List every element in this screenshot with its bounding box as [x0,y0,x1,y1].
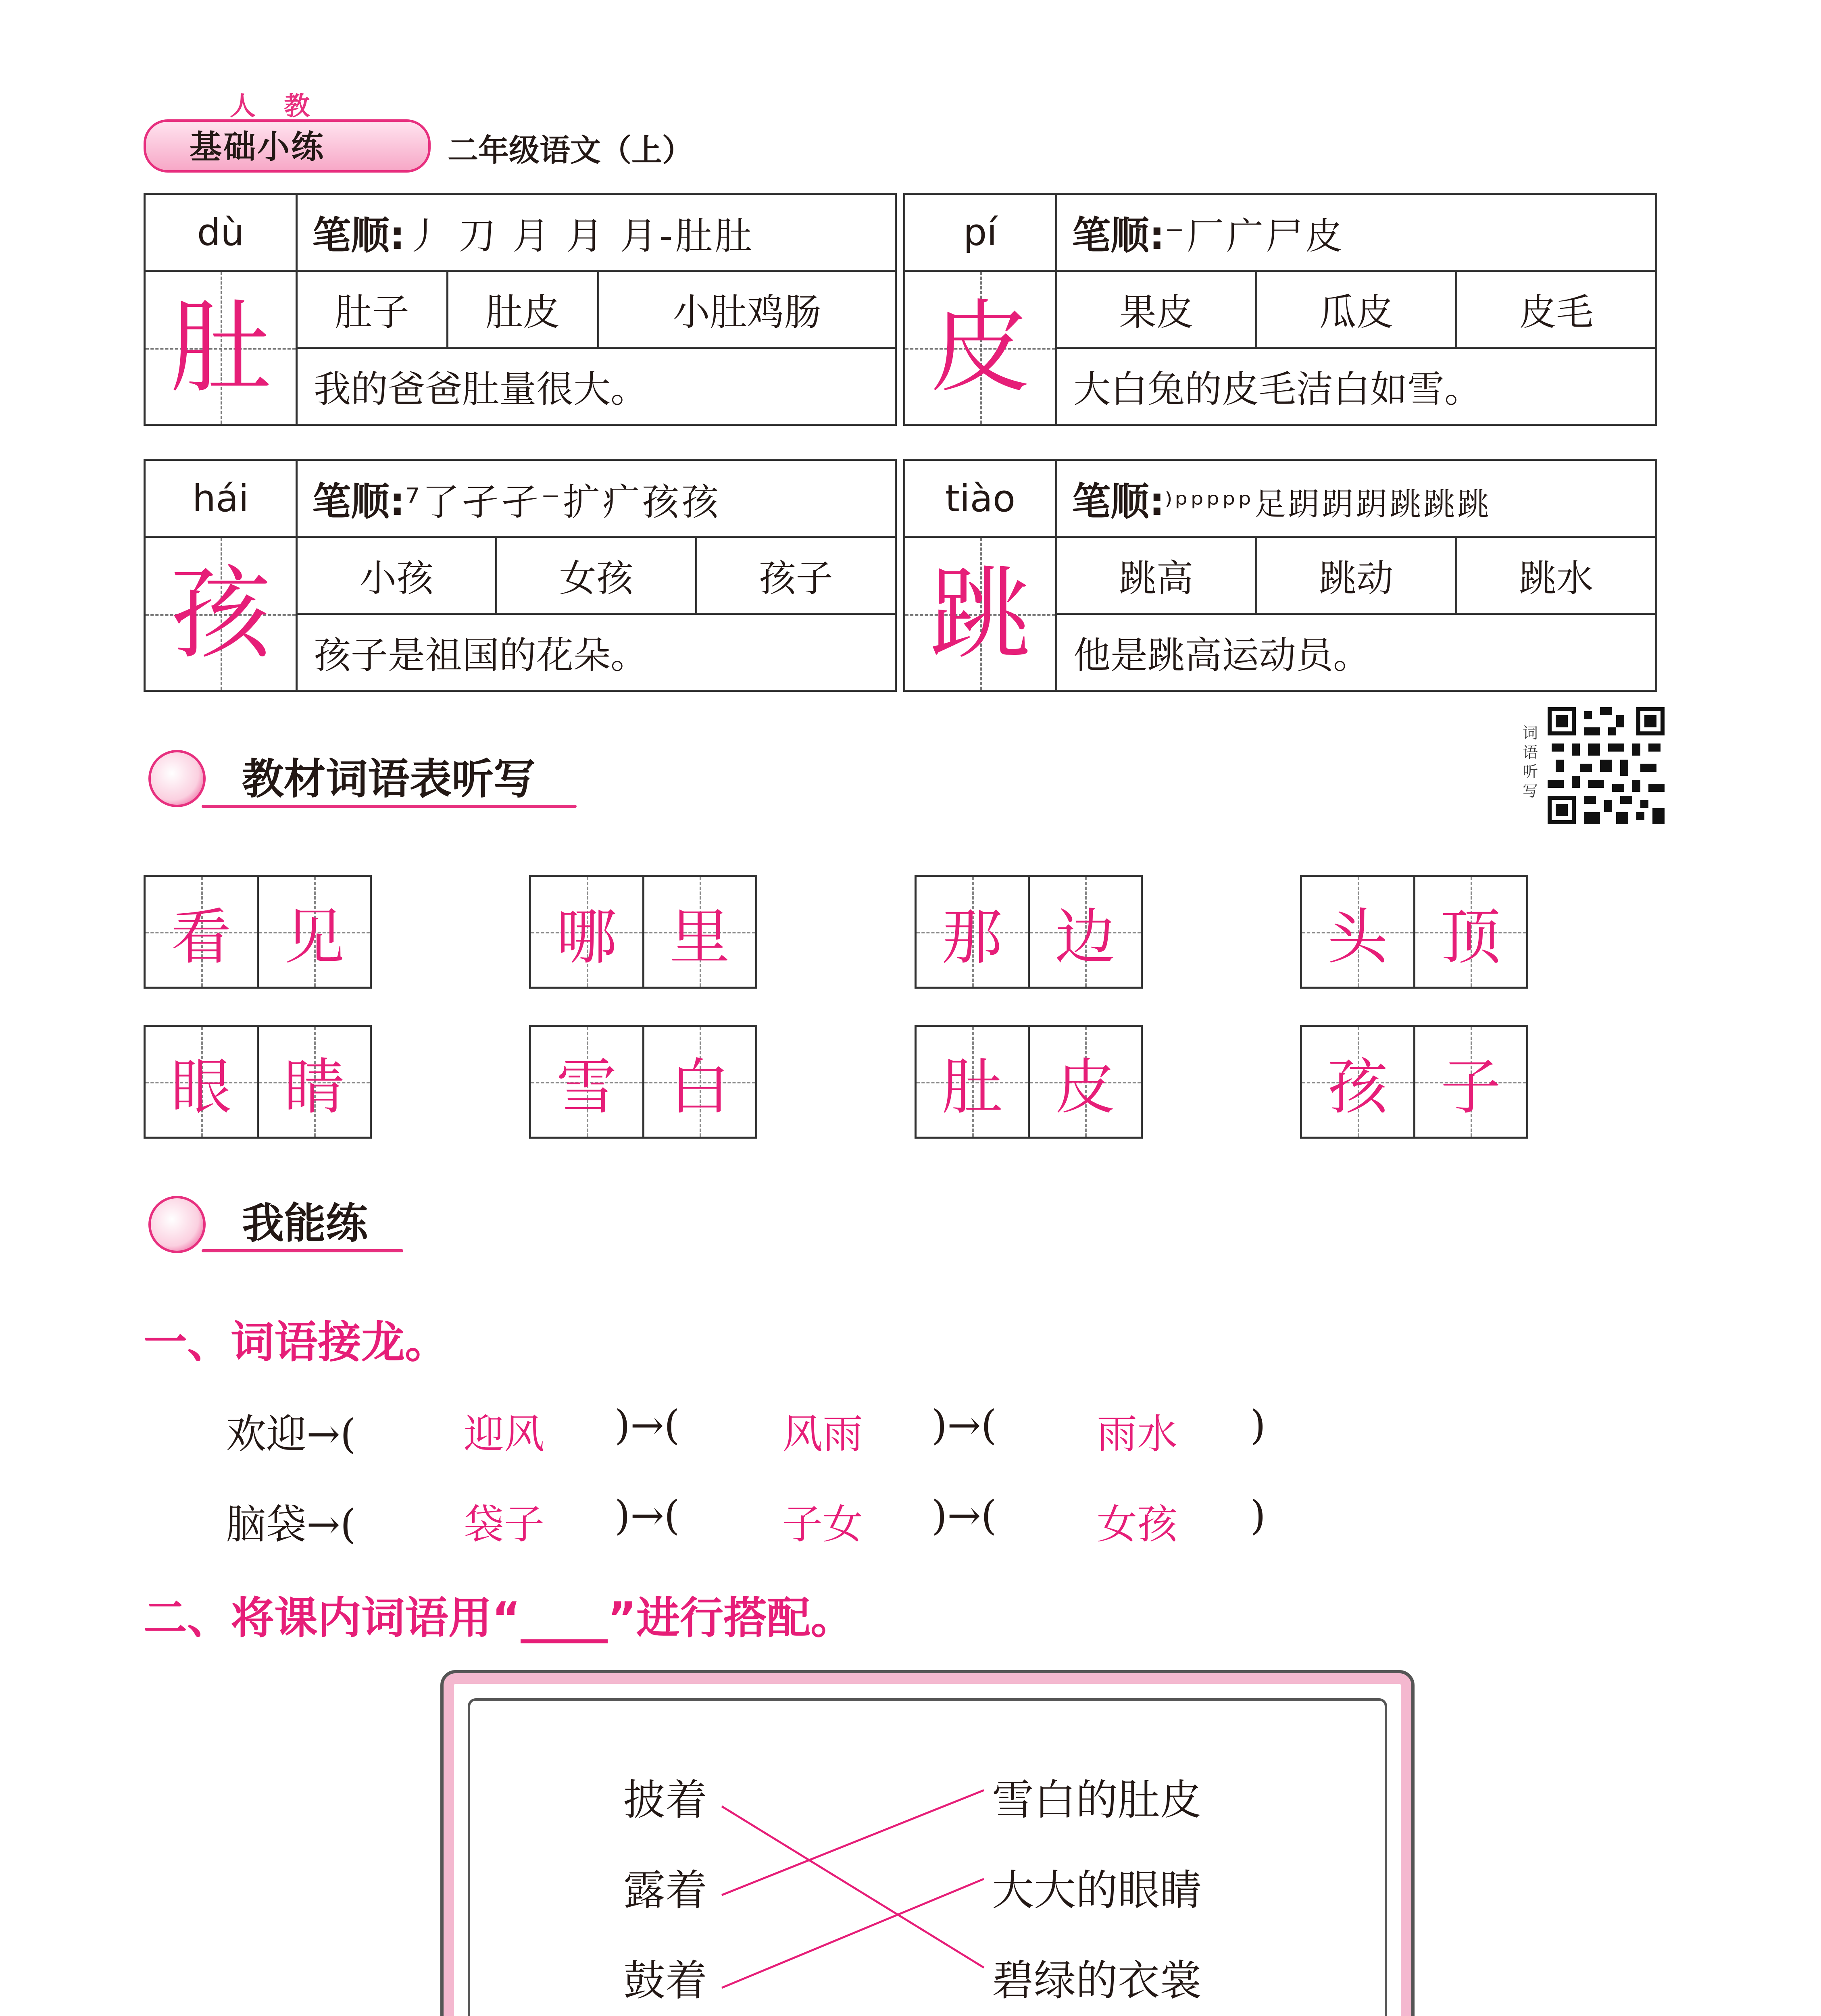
example-word: 小肚鸡肠 [598,271,896,348]
example-sentence: 我的爸爸肚量很大。 [297,348,896,425]
example-word: 皮毛 [1456,271,1656,348]
chain-separator: )→( [615,1492,680,1539]
dictation-char: 雪 [556,1052,617,1123]
dictation-char: 睛 [284,1052,345,1123]
stroke-label: 笔顺: [312,212,405,258]
section-title-dictation: 教材词语表听写 [242,754,536,804]
match-right-item[interactable]: 大大的眼睛 [992,1866,1202,1915]
section-title-practice: 我能练 [242,1199,368,1248]
stroke-sequence: ⁻厂广尸皮 [1165,214,1345,258]
header-brand: 基础小练 [190,128,325,166]
stroke-label: 笔顺: [312,479,405,524]
dictation-char: 顶 [1440,902,1501,973]
stroke-label: 笔顺: [1072,212,1165,258]
big-character: 孩 [170,555,271,673]
stroke-label: 笔顺: [1072,479,1165,524]
qr-label: 词语听写 [1523,724,1538,800]
example-word: 果皮 [1056,271,1256,348]
match-line [722,1879,984,1988]
dictation-char: 眼 [171,1052,231,1123]
chain-answer[interactable]: 风雨 [782,1410,863,1458]
chain-start: 欢迎→( [226,1410,356,1458]
match-line [722,1806,984,1968]
big-character: 皮 [930,289,1031,406]
dictation-char: 皮 [1055,1052,1116,1123]
pinyin: dù [145,194,297,271]
stroke-sequence: ⁾ᵖᵖᵖᵖᵖ足跀跀跀跳跳跳 [1165,486,1492,523]
chain-answer[interactable]: 袋子 [464,1501,544,1548]
dictation-char: 肚 [942,1052,1002,1123]
chain-end: ) [1250,1402,1266,1449]
dictation-char: 孩 [1327,1052,1388,1123]
big-character: 肚 [170,289,271,406]
dictation-char: 见 [284,902,345,973]
chain-answer[interactable]: 迎风 [464,1410,544,1458]
dictation-char: 头 [1327,902,1388,973]
match-right-item[interactable]: 雪白的肚皮 [992,1775,1202,1824]
example-word: 跳高 [1056,537,1256,614]
match-line [722,1790,984,1895]
chain-answer[interactable]: 子女 [782,1501,863,1548]
dictation-char: 白 [669,1052,730,1123]
pinyin: tiào [904,460,1056,537]
big-character: 跳 [930,555,1031,673]
example-sentence: 孩子是祖国的花朵。 [297,614,896,691]
example-word: 跳水 [1456,537,1656,614]
match-left-item[interactable]: 鼓着 [623,1956,708,2005]
dictation-char: 边 [1055,902,1116,973]
dictation-char: 子 [1440,1052,1501,1123]
dictation-char: 里 [669,902,730,973]
example-word: 肚子 [297,271,448,348]
dictation-char: 看 [171,902,231,973]
chain-answer[interactable]: 雨水 [1097,1410,1177,1458]
example-word: 孩子 [696,537,896,614]
dictation-char: 那 [942,902,1002,973]
header-grade: 二年级语文（上） [448,132,693,168]
chain-separator: )→( [615,1402,680,1449]
match-left-item[interactable]: 露着 [623,1866,708,1915]
match-right-item[interactable]: 碧绿的衣裳 [992,1956,1202,2005]
match-left-item[interactable]: 披着 [623,1775,708,1824]
example-word: 小孩 [297,537,496,614]
example-word: 瓜皮 [1256,271,1456,348]
chain-answer[interactable]: 女孩 [1097,1501,1177,1548]
dictation-char: 哪 [556,902,617,973]
chain-start: 脑袋→( [226,1501,356,1548]
question-1-title: 一、词语接龙。 [144,1317,449,1368]
example-word: 肚皮 [447,271,598,348]
stroke-sequence: 丿 刀 月 月 月-肚肚 [405,214,754,258]
chain-separator: )→( [931,1402,997,1449]
example-word: 跳动 [1256,537,1456,614]
pinyin: hái [145,460,297,537]
example-sentence: 大白兔的皮毛洁白如雪。 [1056,348,1656,425]
stroke-sequence: ⁷了孑孑⁻扩疒孩孩 [405,480,721,524]
header-edition: 人 教 [230,92,320,121]
question-2-title: 二、将课内词语用“____”进行搭配。 [144,1593,854,1643]
chain-separator: )→( [931,1492,997,1539]
chain-end: ) [1250,1492,1266,1539]
pinyin: pí [904,194,1056,271]
example-sentence: 他是跳高运动员。 [1056,614,1656,691]
example-word: 女孩 [496,537,696,614]
